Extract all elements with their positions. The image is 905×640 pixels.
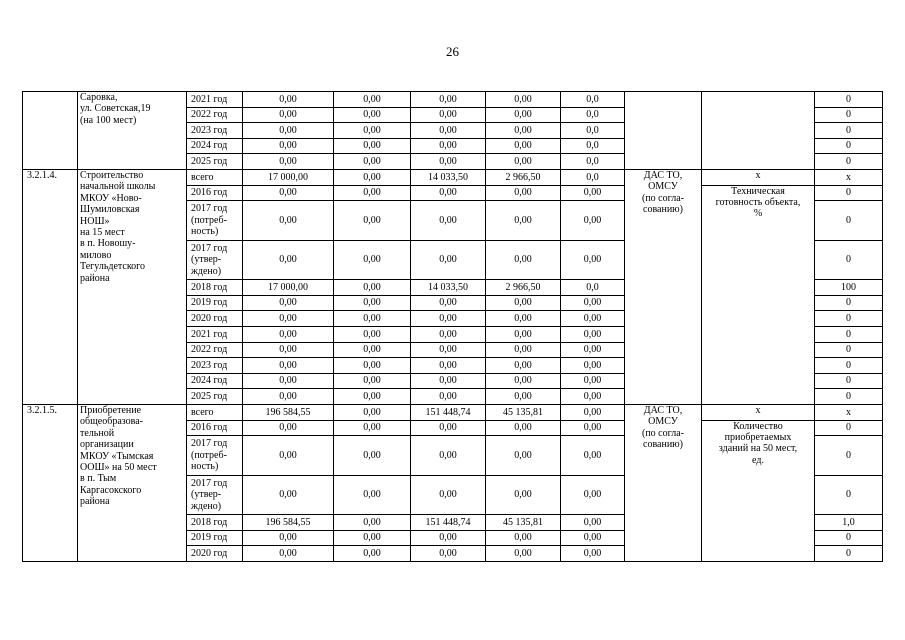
amount-cell: 0,00 bbox=[334, 389, 411, 405]
amount-cell: 0,00 bbox=[334, 185, 411, 201]
amount-cell: 0,00 bbox=[411, 389, 486, 405]
amount-cell: 0,00 bbox=[411, 546, 486, 562]
amount-cell: 0,00 bbox=[243, 546, 334, 562]
executor-cell: ДАС ТО, ОМСУ (по согла- сованию) bbox=[625, 169, 702, 404]
table-row bbox=[23, 92, 883, 108]
amount-cell: 0,00 bbox=[411, 92, 486, 108]
period-cell: 2017 год (потреб- ность) bbox=[187, 201, 243, 241]
indicator-name-cell: Техническая готовность объекта, % bbox=[702, 185, 815, 404]
indicator-value-cell: 0 bbox=[815, 342, 883, 358]
amount-cell: 0,00 bbox=[411, 154, 486, 170]
amount-cell: 0,00 bbox=[561, 420, 625, 436]
amount-cell: 0,00 bbox=[561, 342, 625, 358]
amount-cell: 0,00 bbox=[486, 358, 561, 374]
amount-cell: 0,00 bbox=[334, 326, 411, 342]
amount-cell: 0,00 bbox=[411, 295, 486, 311]
amount-cell: 0,00 bbox=[243, 475, 334, 515]
amount-cell: 0,00 bbox=[243, 436, 334, 476]
amount-cell: 0,00 bbox=[334, 358, 411, 374]
amount-cell: 0,00 bbox=[411, 123, 486, 139]
amount-cell: 0,00 bbox=[334, 475, 411, 515]
amount-cell: 196 584,55 bbox=[243, 515, 334, 531]
amount-cell: 0,00 bbox=[486, 326, 561, 342]
amount-cell: 0,00 bbox=[486, 107, 561, 123]
amount-cell: 0,00 bbox=[334, 92, 411, 108]
period-cell: 2018 год bbox=[187, 515, 243, 531]
amount-cell: 0,00 bbox=[411, 326, 486, 342]
period-cell: всего bbox=[187, 169, 243, 185]
measure-code-cell: 3.2.1.5. bbox=[23, 404, 78, 561]
amount-cell: 0,00 bbox=[243, 342, 334, 358]
amount-cell: 0,00 bbox=[486, 530, 561, 546]
indicator-value-cell: 0 bbox=[815, 546, 883, 562]
amount-cell: 0,00 bbox=[411, 420, 486, 436]
indicator-value-cell: 0 bbox=[815, 358, 883, 374]
indicator-value-cell: 0 bbox=[815, 295, 883, 311]
amount-cell: 2 966,50 bbox=[486, 169, 561, 185]
amount-cell: 0,00 bbox=[243, 420, 334, 436]
period-cell: 2017 год (утвер- ждено) bbox=[187, 475, 243, 515]
amount-cell: 0,00 bbox=[334, 107, 411, 123]
amount-cell: 0,00 bbox=[334, 311, 411, 327]
amount-cell: 0,00 bbox=[334, 240, 411, 280]
indicator-value-cell: 0 bbox=[815, 201, 883, 241]
amount-cell: 0,00 bbox=[411, 138, 486, 154]
measure-name-cell: Строительство начальной школы МКОУ «Ново- Шумиловская НОШ» на 15 мест в п. Новошу- милово Тегульдетского района bbox=[78, 169, 187, 404]
amount-cell: 0,00 bbox=[334, 515, 411, 531]
amount-cell: 0,00 bbox=[243, 123, 334, 139]
amount-cell: 0,00 bbox=[243, 373, 334, 389]
amount-cell: 0,00 bbox=[486, 475, 561, 515]
amount-cell: 0,00 bbox=[243, 107, 334, 123]
amount-cell: 0,00 bbox=[411, 475, 486, 515]
amount-cell: 0,00 bbox=[411, 436, 486, 476]
amount-cell: 0,00 bbox=[334, 546, 411, 562]
period-cell: 2020 год bbox=[187, 311, 243, 327]
period-cell: 2018 год bbox=[187, 280, 243, 296]
amount-cell: 0,00 bbox=[334, 373, 411, 389]
period-cell: 2022 год bbox=[187, 107, 243, 123]
amount-cell: 0,0 bbox=[561, 123, 625, 139]
amount-cell: 0,00 bbox=[486, 546, 561, 562]
measure-code-cell: 3.2.1.4. bbox=[23, 169, 78, 404]
table-row bbox=[23, 169, 883, 185]
program-measures-table bbox=[22, 91, 883, 562]
amount-cell: 0,00 bbox=[561, 373, 625, 389]
indicator-header-cell: х bbox=[702, 404, 815, 420]
amount-cell: 0,00 bbox=[561, 475, 625, 515]
indicator-value-cell: 0 bbox=[815, 107, 883, 123]
indicator-name-cell: Количество приобретаемых зданий на 50 мест, ед. bbox=[702, 420, 815, 561]
amount-cell: 0,00 bbox=[411, 201, 486, 241]
amount-cell: 0,00 bbox=[411, 342, 486, 358]
amount-cell: 0,00 bbox=[486, 342, 561, 358]
amount-cell: 0,00 bbox=[561, 404, 625, 420]
period-cell: 2025 год bbox=[187, 389, 243, 405]
amount-cell: 151 448,74 bbox=[411, 404, 486, 420]
amount-cell: 0,0 bbox=[561, 92, 625, 108]
amount-cell: 0,00 bbox=[561, 240, 625, 280]
indicator-value-cell: 0 bbox=[815, 154, 883, 170]
amount-cell: 0,00 bbox=[486, 123, 561, 139]
amount-cell: 0,0 bbox=[561, 169, 625, 185]
period-cell: 2024 год bbox=[187, 373, 243, 389]
measure-name-cell: Саровка, ул. Советская,19 (на 100 мест) bbox=[78, 92, 187, 170]
amount-cell: 0,00 bbox=[334, 280, 411, 296]
amount-cell: 0,0 bbox=[561, 154, 625, 170]
amount-cell: 0,00 bbox=[486, 436, 561, 476]
amount-cell: 0,00 bbox=[486, 240, 561, 280]
amount-cell: 0,00 bbox=[561, 436, 625, 476]
indicator-value-cell: 0 bbox=[815, 420, 883, 436]
indicator-value-cell: 0 bbox=[815, 138, 883, 154]
period-cell: всего bbox=[187, 404, 243, 420]
indicator-value-cell: 0 bbox=[815, 475, 883, 515]
amount-cell: 0,00 bbox=[486, 295, 561, 311]
amount-cell: 0,00 bbox=[561, 185, 625, 201]
indicator-name-cell bbox=[702, 92, 815, 170]
amount-cell: 0,00 bbox=[334, 436, 411, 476]
amount-cell: 0,00 bbox=[486, 154, 561, 170]
indicator-value-cell: 0 bbox=[815, 240, 883, 280]
indicator-value-cell: 100 bbox=[815, 280, 883, 296]
amount-cell: 0,0 bbox=[561, 138, 625, 154]
amount-cell: 0,00 bbox=[486, 420, 561, 436]
period-cell: 2023 год bbox=[187, 123, 243, 139]
period-cell: 2022 год bbox=[187, 342, 243, 358]
amount-cell: 0,00 bbox=[411, 107, 486, 123]
amount-cell: 0,00 bbox=[486, 389, 561, 405]
indicator-value-cell: 0 bbox=[815, 326, 883, 342]
amount-cell: 45 135,81 bbox=[486, 404, 561, 420]
period-cell: 2019 год bbox=[187, 530, 243, 546]
indicator-value-cell: 0 bbox=[815, 530, 883, 546]
amount-cell: 0,00 bbox=[243, 295, 334, 311]
indicator-header-cell: х bbox=[702, 169, 815, 185]
indicator-value-cell: 0 bbox=[815, 311, 883, 327]
amount-cell: 0,00 bbox=[486, 138, 561, 154]
amount-cell: 0,00 bbox=[561, 530, 625, 546]
amount-cell: 0,00 bbox=[243, 138, 334, 154]
amount-cell: 151 448,74 bbox=[411, 515, 486, 531]
amount-cell: 0,00 bbox=[561, 515, 625, 531]
period-cell: 2016 год bbox=[187, 185, 243, 201]
indicator-value-cell: 0 bbox=[815, 436, 883, 476]
amount-cell: 0,00 bbox=[486, 373, 561, 389]
amount-cell: 0,00 bbox=[334, 420, 411, 436]
amount-cell: 0,00 bbox=[486, 311, 561, 327]
measure-name-cell: Приобретение общеобразова- тельной организации МКОУ «Тымская ООШ» на 50 мест в п. Тым Каргасокского района bbox=[78, 404, 187, 561]
amount-cell: 0,00 bbox=[411, 373, 486, 389]
period-cell: 2024 год bbox=[187, 138, 243, 154]
amount-cell: 0,00 bbox=[243, 185, 334, 201]
amount-cell: 0,00 bbox=[334, 154, 411, 170]
amount-cell: 0,00 bbox=[561, 389, 625, 405]
amount-cell: 14 033,50 bbox=[411, 169, 486, 185]
amount-cell: 0,00 bbox=[243, 530, 334, 546]
indicator-value-cell: 0 bbox=[815, 185, 883, 201]
amount-cell: 0,00 bbox=[561, 201, 625, 241]
amount-cell: 0,00 bbox=[411, 240, 486, 280]
amount-cell: 0,00 bbox=[243, 92, 334, 108]
amount-cell: 0,00 bbox=[334, 123, 411, 139]
table-row bbox=[23, 404, 883, 420]
amount-cell: 0,00 bbox=[243, 201, 334, 241]
period-cell: 2023 год bbox=[187, 358, 243, 374]
indicator-value-cell: 0 bbox=[815, 92, 883, 108]
amount-cell: 0,00 bbox=[243, 389, 334, 405]
amount-cell: 0,00 bbox=[334, 169, 411, 185]
indicator-value-cell: 1,0 bbox=[815, 515, 883, 531]
indicator-value-cell: 0 bbox=[815, 389, 883, 405]
amount-cell: 45 135,81 bbox=[486, 515, 561, 531]
executor-cell bbox=[625, 92, 702, 170]
amount-cell: 0,00 bbox=[486, 92, 561, 108]
amount-cell: 0,00 bbox=[243, 326, 334, 342]
measure-code-cell bbox=[23, 92, 78, 170]
indicator-value-cell: х bbox=[815, 169, 883, 185]
indicator-value-cell: 0 bbox=[815, 123, 883, 139]
amount-cell: 0,00 bbox=[411, 358, 486, 374]
period-cell: 2020 год bbox=[187, 546, 243, 562]
period-cell: 2019 год bbox=[187, 295, 243, 311]
amount-cell: 0,00 bbox=[243, 358, 334, 374]
amount-cell: 2 966,50 bbox=[486, 280, 561, 296]
amount-cell: 196 584,55 bbox=[243, 404, 334, 420]
amount-cell: 0,00 bbox=[334, 404, 411, 420]
amount-cell: 0,0 bbox=[561, 280, 625, 296]
amount-cell: 0,00 bbox=[561, 326, 625, 342]
amount-cell: 0,00 bbox=[561, 295, 625, 311]
amount-cell: 0,00 bbox=[243, 154, 334, 170]
period-cell: 2021 год bbox=[187, 92, 243, 108]
amount-cell: 0,00 bbox=[561, 358, 625, 374]
indicator-value-cell: х bbox=[815, 404, 883, 420]
amount-cell: 0,00 bbox=[334, 530, 411, 546]
period-cell: 2016 год bbox=[187, 420, 243, 436]
amount-cell: 0,00 bbox=[243, 311, 334, 327]
amount-cell: 14 033,50 bbox=[411, 280, 486, 296]
amount-cell: 0,00 bbox=[334, 201, 411, 241]
amount-cell: 17 000,00 bbox=[243, 169, 334, 185]
period-cell: 2021 год bbox=[187, 326, 243, 342]
indicator-value-cell: 0 bbox=[815, 373, 883, 389]
amount-cell: 0,00 bbox=[334, 295, 411, 311]
amount-cell: 0,00 bbox=[334, 138, 411, 154]
amount-cell: 0,00 bbox=[486, 185, 561, 201]
amount-cell: 0,00 bbox=[561, 311, 625, 327]
amount-cell: 0,00 bbox=[411, 530, 486, 546]
period-cell: 2025 год bbox=[187, 154, 243, 170]
executor-cell: ДАС ТО, ОМСУ (по согла- сованию) bbox=[625, 404, 702, 561]
amount-cell: 0,00 bbox=[411, 311, 486, 327]
amount-cell: 0,00 bbox=[411, 185, 486, 201]
amount-cell: 17 000,00 bbox=[243, 280, 334, 296]
page-number: 26 bbox=[446, 44, 459, 59]
period-cell: 2017 год (потреб- ность) bbox=[187, 436, 243, 476]
amount-cell: 0,00 bbox=[486, 201, 561, 241]
period-cell: 2017 год (утвер- ждено) bbox=[187, 240, 243, 280]
amount-cell: 0,00 bbox=[561, 546, 625, 562]
amount-cell: 0,00 bbox=[334, 342, 411, 358]
amount-cell: 0,00 bbox=[243, 240, 334, 280]
amount-cell: 0,0 bbox=[561, 107, 625, 123]
